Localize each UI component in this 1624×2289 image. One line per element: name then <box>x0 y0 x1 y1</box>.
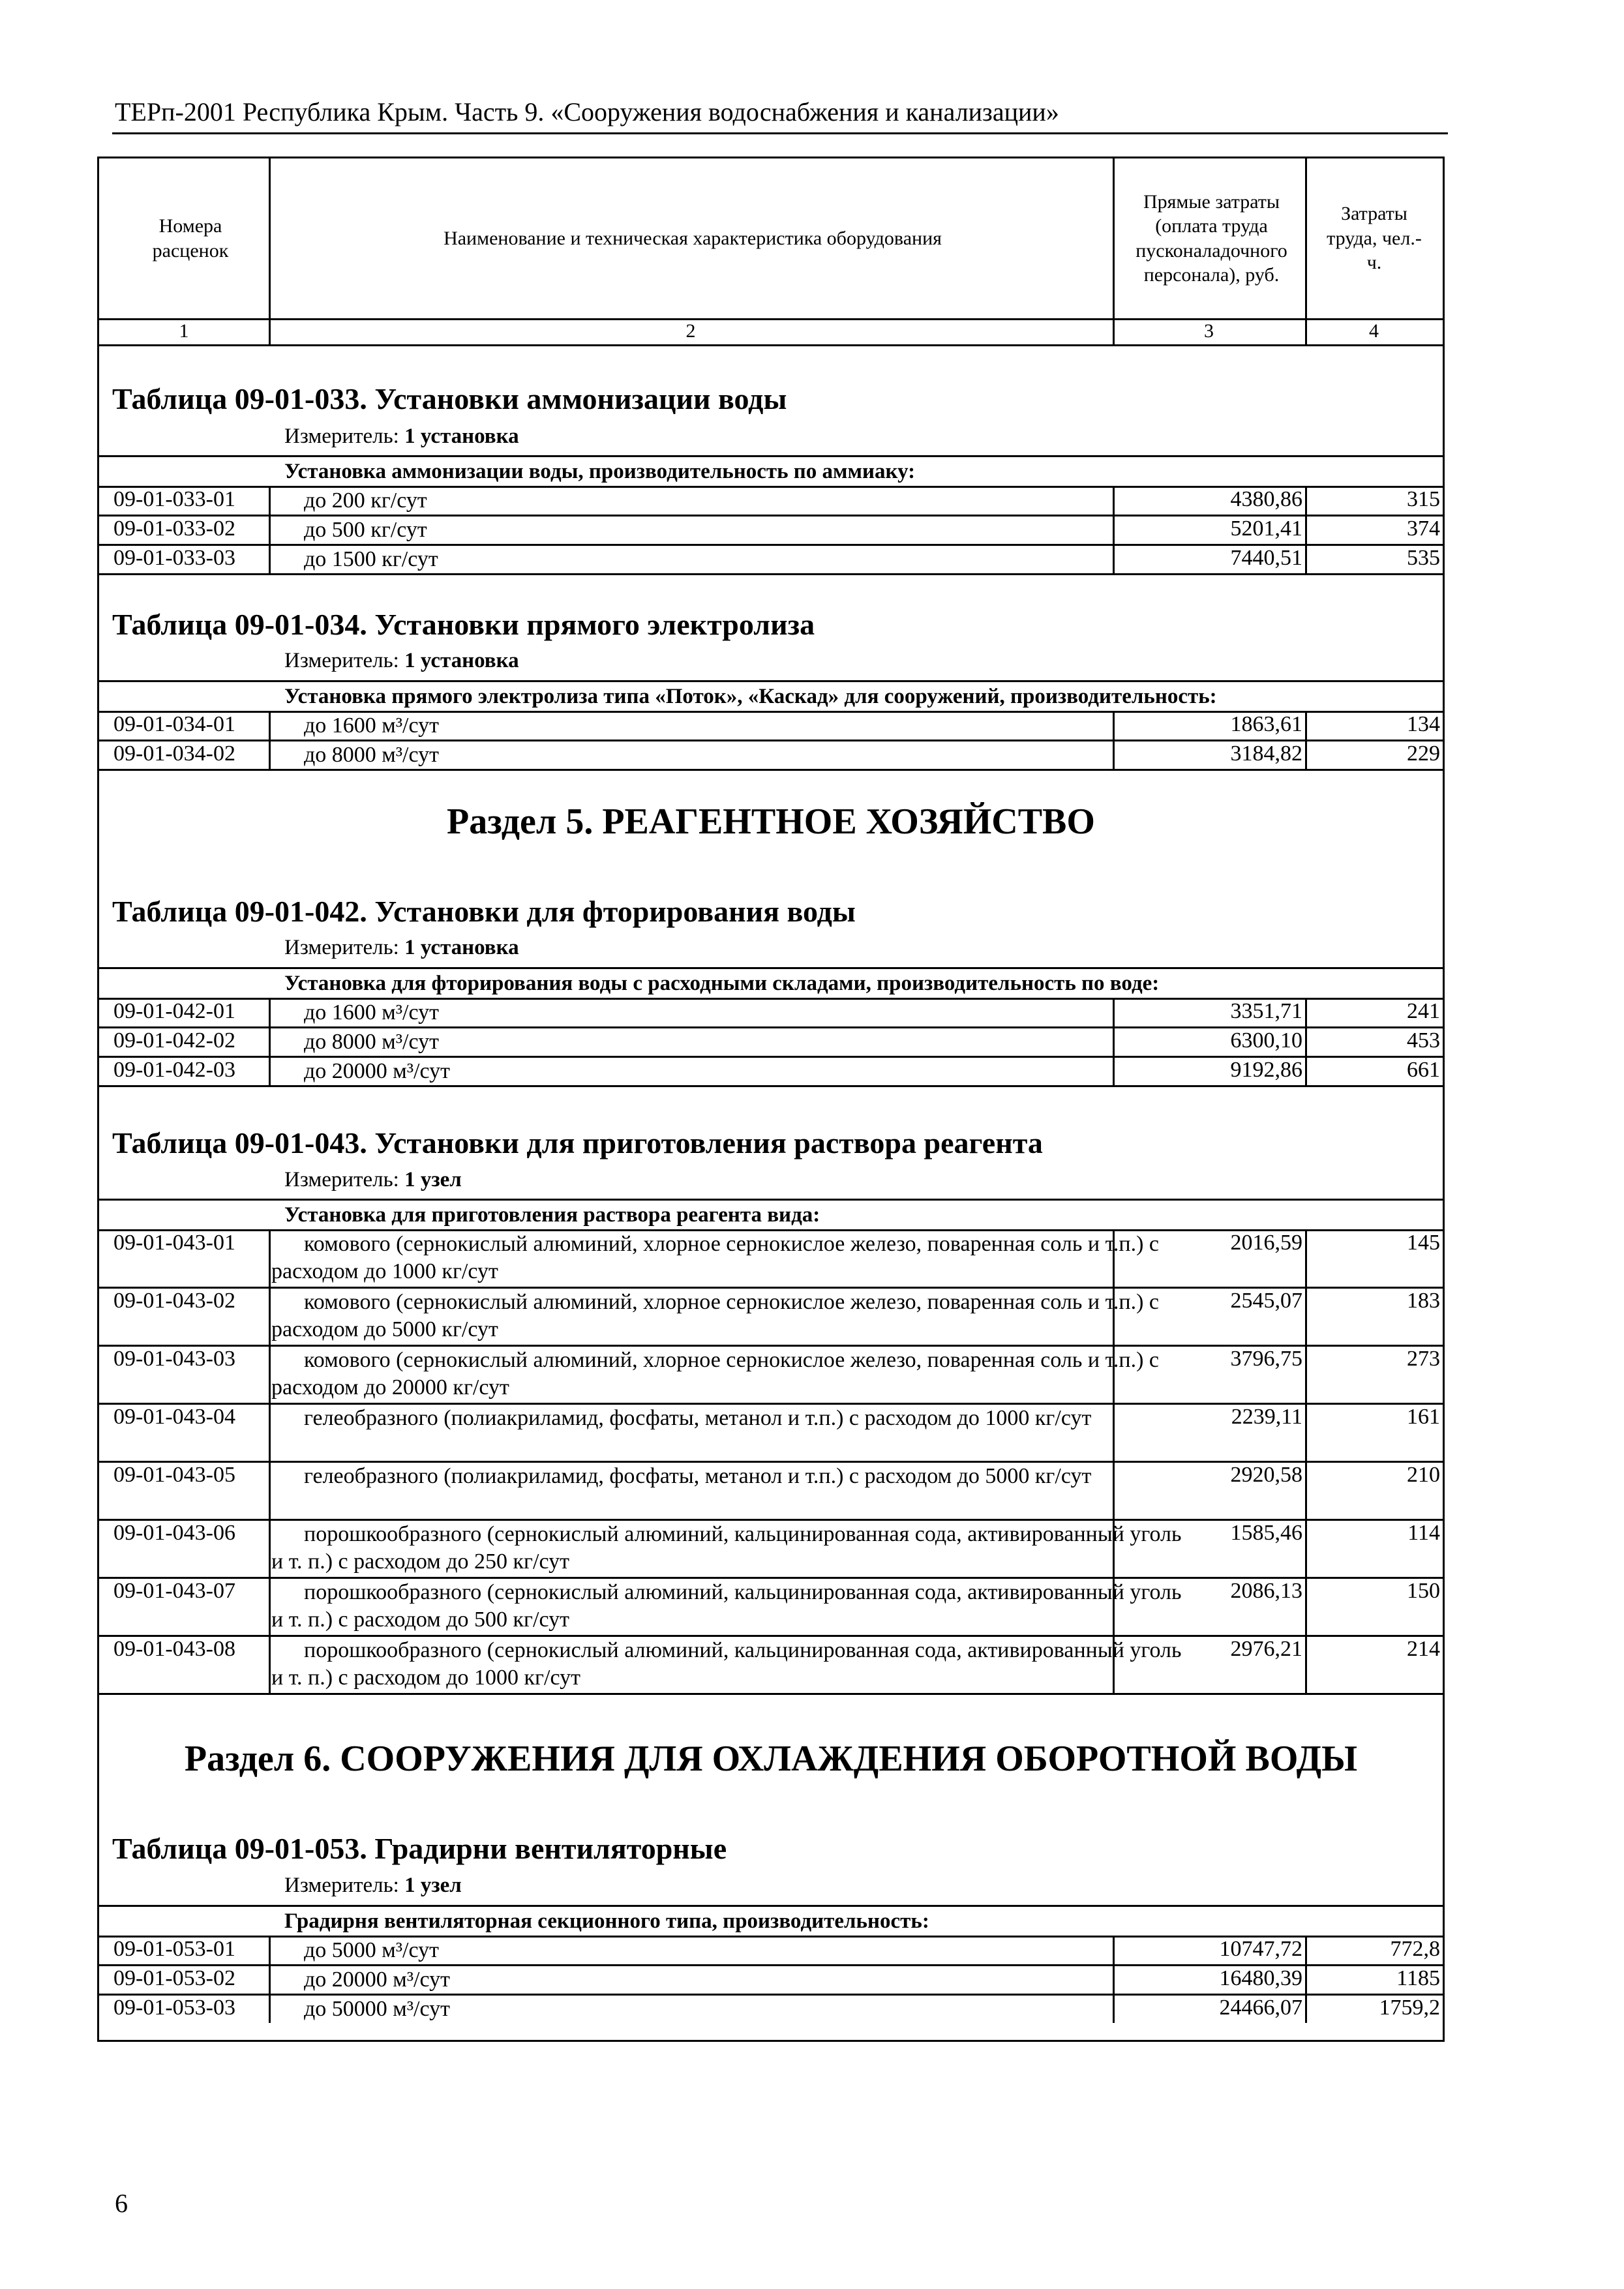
table-row: 09-01-053-02 до 20000 м³/сут 16480,39 1185 <box>99 1965 1443 1996</box>
table-title: Таблица 09-01-034. Установки прямого электролиза <box>112 608 815 641</box>
table-title: Таблица 09-01-043. Установки для приготовления раствора реагента <box>112 1126 1043 1159</box>
table-title: Таблица 09-01-042. Установки для фторирования воды <box>112 895 856 928</box>
column-number: 3 <box>1204 320 1214 342</box>
table-row: 09-01-034-01 до 1600 м³/сут 1863,61 134 <box>99 711 1443 741</box>
table-row: 09-01-043-05 гелеобразного (полиакриламид, фосфаты, метанол и т.п.) с расходом до 5000 кг/сут 2920,58 210 <box>99 1461 1443 1521</box>
table-row: 09-01-043-03 комового (сернокислый алюминий, хлорное сернокислое железо, поваренная соль и т.п.) с расходом до 20000 кг/сут 3796,75 273 <box>99 1345 1443 1405</box>
table-row: 09-01-043-02 комового (сернокислый алюминий, хлорное сернокислое железо, поваренная соль и т.п.) с расходом до 5000 кг/сут 2545,07 183 <box>99 1287 1443 1347</box>
table-row: 09-01-043-01 комового (сернокислый алюминий, хлорное сернокислое железо, поваренная соль и т.п.) с расходом до 1000 кг/сут 2016,59 145 <box>99 1229 1443 1289</box>
running-header: ТЕРп-2001 Республика Крым. Часть 9. «Сооружения водоснабжения и канализации» <box>115 97 1059 127</box>
table-row: 09-01-043-08 порошкообразного (сернокислый алюминий, кальцинированная сода, активированный уголь и т. п.) с расходом до 1000 кг/сут 2976,21 214 <box>99 1636 1443 1695</box>
table-row: 09-01-043-04 гелеобразного (полиакриламид, фосфаты, метанол и т.п.) с расходом до 1000 кг/сут 2239,11 161 <box>99 1403 1443 1463</box>
column-header-name: Наименование и техническая характеристика оборудования <box>444 227 942 249</box>
table-row: 09-01-043-06 порошкообразного (сернокислый алюминий, кальцинированная сода, активированный уголь и т. п.) с расходом до 250 кг/сут 1585,46 114 <box>99 1519 1443 1579</box>
column-divider <box>1305 158 1307 318</box>
group-row: Установка для фторирования воды с расходными складами, производительность по воде: <box>99 967 1443 1000</box>
section-title: Раздел 6. СООРУЖЕНИЯ ДЛЯ ОХЛАЖДЕНИЯ ОБОРОТНОЙ ВОДЫ <box>184 1739 1358 1779</box>
column-divider <box>269 158 271 318</box>
table-title: Таблица 09-01-053. Градирни вентиляторные <box>112 1832 727 1865</box>
measure: Измеритель: 1 установка <box>284 425 519 448</box>
page-number: 6 <box>115 2189 128 2218</box>
column-divider <box>1113 158 1115 318</box>
table-title: Таблица 09-01-033. Установки аммонизации воды <box>112 382 787 415</box>
price-table <box>97 157 1445 2042</box>
measure: Измеритель: 1 установка <box>284 936 519 959</box>
table-row: 09-01-033-02 до 500 кг/сут 5201,41 374 <box>99 515 1443 546</box>
header-rule <box>112 132 1448 134</box>
column-header-labor: Затраты труда, чел.-ч. <box>1327 203 1422 274</box>
column-number: 2 <box>685 320 696 342</box>
table-row: 09-01-033-01 до 200 кг/сут 4380,86 315 <box>99 486 1443 516</box>
column-number: 4 <box>1369 320 1379 342</box>
section-title: Раздел 5. РЕАГЕНТНОЕ ХОЗЯЙСТВО <box>447 801 1095 842</box>
table-row: 09-01-042-03 до 20000 м³/сут 9192,86 661 <box>99 1056 1443 1087</box>
table-row: 09-01-053-03 до 50000 м³/сут 24466,07 1759,2 <box>99 1994 1443 2023</box>
column-number: 1 <box>179 320 189 342</box>
column-header-row <box>99 158 1443 320</box>
measure: Измеритель: 1 установка <box>284 649 519 672</box>
measure: Измеритель: 1 узел <box>284 1874 462 1897</box>
column-header-code: Номера расценок <box>152 215 229 262</box>
table-row: 09-01-033-03 до 1500 кг/сут 7440,51 535 <box>99 545 1443 575</box>
measure: Измеритель: 1 узел <box>284 1168 462 1191</box>
table-row: 09-01-043-07 порошкообразного (сернокислый алюминий, кальцинированная сода, активированный уголь и т. п.) с расходом до 500 кг/сут 2086,13 150 <box>99 1578 1443 1637</box>
column-number-row <box>99 318 1443 346</box>
table-row: 09-01-042-01 до 1600 м³/сут 3351,71 241 <box>99 998 1443 1028</box>
group-row: Градирня вентиляторная секционного типа, производительность: <box>99 1905 1443 1937</box>
table-row: 09-01-042-02 до 8000 м³/сут 6300,10 453 <box>99 1027 1443 1058</box>
group-row: Установка прямого электролиза типа «Поток», «Каскад» для сооружений, производительность: <box>99 680 1443 713</box>
table-row: 09-01-034-02 до 8000 м³/сут 3184,82 229 <box>99 740 1443 771</box>
group-row: Установка для приготовления раствора реагента вида: <box>99 1199 1443 1231</box>
group-row: Установка аммонизации воды, производительность по аммиаку: <box>99 455 1443 488</box>
column-header-cost: Прямые затраты (оплата труда пусконаладочного персонала), руб. <box>1135 190 1287 286</box>
table-row: 09-01-053-01 до 5000 м³/сут 10747,72 772,8 <box>99 1936 1443 1966</box>
